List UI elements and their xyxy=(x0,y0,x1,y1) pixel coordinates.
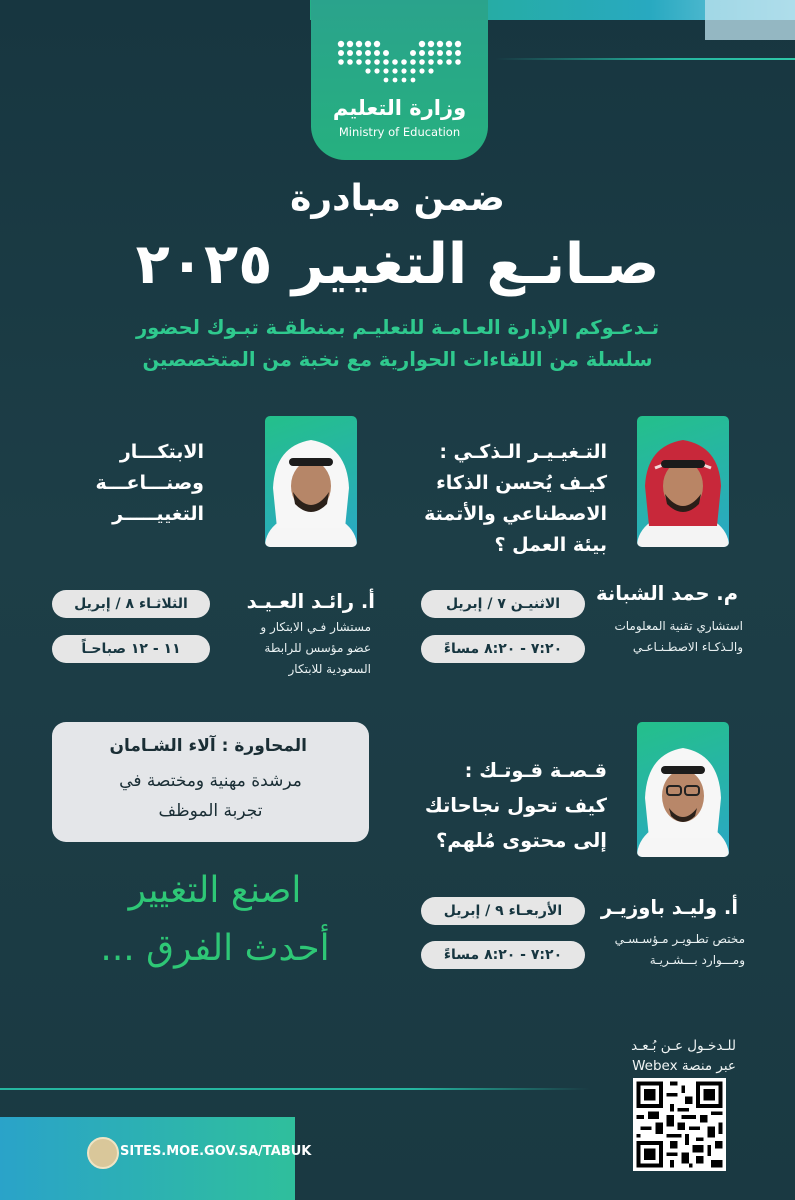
session-3-date-pill: الأربعـاء ٩ / إبريل xyxy=(421,897,585,925)
ministry-logo xyxy=(311,0,488,160)
remote-line: للـدخـول عـن بُـعـد xyxy=(631,1038,736,1054)
remote-line: عبر منصة Webex xyxy=(632,1058,736,1074)
session-3-speaker-role xyxy=(615,929,745,971)
session-2-topic xyxy=(68,437,204,530)
moderator-description xyxy=(52,766,369,826)
role-line: والـذكـاء الاصطـنـاعـي xyxy=(632,640,743,654)
session-3-topic-line: إلى محتوى مُلهم؟ xyxy=(435,829,607,852)
session-3-time-pill: ٧:٢٠ - ٨:٢٠ مساءً xyxy=(421,941,585,969)
session-1-topic-line: الاصطناعي والأتمتة xyxy=(424,503,607,525)
session-2-topic-line: الابتكـــار xyxy=(119,441,204,463)
footer-url-link[interactable]: SITES.MOE.GOV.SA/TABUK xyxy=(120,1144,312,1159)
session-1-topic xyxy=(407,437,607,561)
role-line: استشاري تقنية المعلومات xyxy=(614,619,743,633)
session-3-topic-line: كيف تحول نجاحاتك xyxy=(424,794,607,817)
speaker-photo-raed xyxy=(265,416,357,547)
session-2-date-pill: الثلاثـاء ٨ / إبريل xyxy=(52,590,210,618)
session-2-speaker-role xyxy=(260,617,371,680)
session-1-topic-line: التـغيـيـر الـذكـي : xyxy=(439,441,607,463)
session-3-topic-line: قـصـة قـوتـك : xyxy=(464,759,607,782)
session-1-speaker-role xyxy=(614,616,743,658)
session-3-topic xyxy=(407,753,607,858)
qr-code-icon xyxy=(633,1078,726,1171)
session-1-topic-line: كيـف يُحسن الذكاء xyxy=(436,472,607,494)
top-light-patch xyxy=(705,0,795,40)
slogan-line-2: أحدث الفرق ... xyxy=(100,928,330,969)
moe-dots-logo-icon xyxy=(333,38,466,86)
logo-english-text: Ministry of Education xyxy=(338,125,461,139)
initiative-label: ضمن مبادرة xyxy=(290,178,505,219)
role-line: ومـــوارد بـــشـريـة xyxy=(649,953,745,967)
role-line: السعودية للابتكار xyxy=(288,662,371,676)
role-line: مختص تطـويـر مـؤسـسـي xyxy=(614,932,745,946)
session-1-date-pill: الاثنيـن ٧ / إبريل xyxy=(421,590,585,618)
moderator-card xyxy=(52,722,369,842)
session-3-speaker-name: أ. وليـد باوزيـر xyxy=(600,896,738,919)
initiative-title: صـانـع التغيير ٢٠٢٥ xyxy=(135,232,660,297)
bottom-divider xyxy=(0,1088,590,1090)
slogan-line-1: اصنع التغيير xyxy=(128,870,302,911)
remote-access-note xyxy=(590,1036,736,1076)
intro-line-2: سلسلة من اللقاءات الحوارية مع نخبة من المتخصصين xyxy=(142,348,653,371)
top-divider xyxy=(495,58,795,60)
intro-line-1: تـدعـوكم الإدارة العـامـة للتعليـم بمنطقـة تبـوك لحضور xyxy=(135,316,660,339)
session-2-time-pill: ١١ - ١٢ صباحـاً xyxy=(52,635,210,663)
qr-code[interactable] xyxy=(633,1078,726,1171)
tabuk-seal-icon xyxy=(87,1137,119,1169)
session-1-speaker-name: م. حمد الشبانة xyxy=(596,582,738,605)
moderator-line: مرشدة مهنية ومختصة في xyxy=(119,771,302,791)
speaker-photo-waleed xyxy=(637,722,729,857)
session-2-topic-line: التغييـــــر xyxy=(112,503,204,525)
moderator-line: تجربة الموظف xyxy=(158,801,263,821)
role-line: عضو مؤسس للرابطة xyxy=(264,641,371,655)
session-1-time-pill: ٧:٢٠ - ٨:٢٠ مساءً xyxy=(421,635,585,663)
session-2-speaker-name: أ. رائـد العـيـد xyxy=(246,590,375,613)
role-line: مستشار فـي الابتكار و xyxy=(260,620,371,634)
session-1-topic-line: بيئة العمل ؟ xyxy=(494,534,607,556)
logo-arabic-text: وزارة التعليم xyxy=(332,96,467,120)
speaker-photo-hamad xyxy=(637,416,729,547)
session-2-topic-line: وصنـــاعـــة xyxy=(95,472,204,494)
moderator-title: المحاورة : آلاء الشـامان xyxy=(109,736,307,756)
